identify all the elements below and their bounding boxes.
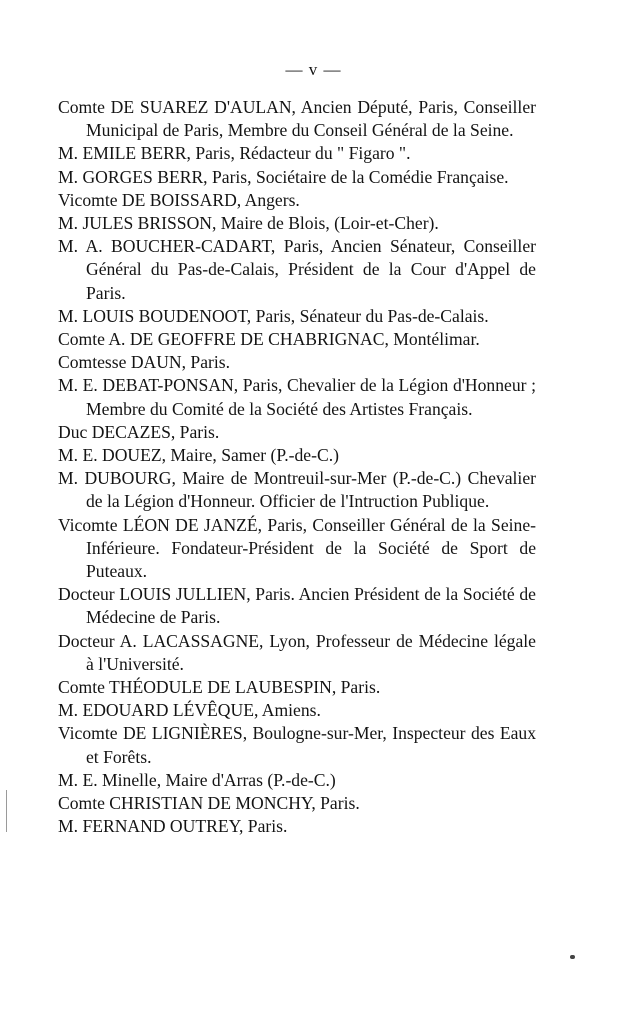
scan-margin-mark (6, 790, 7, 832)
page-number: — v — (285, 60, 342, 79)
list-entry: M. FERNAND OUTREY, Paris. (58, 816, 288, 837)
list-entry: M. DUBOURG, Maire de Montreuil-sur-Mer (P.-de-C.) Chevalier de la Légion d'Honneur. Officier de l'Intruction Publique. (58, 468, 536, 512)
list-entry: M. E. DOUEZ, Maire, Samer (P.-de-C.) (58, 445, 339, 466)
list-entry: M. EDOUARD LÉVÊQUE, Amiens. (58, 700, 321, 721)
list-entry: M. E. DEBAT-PONSAN, Paris, Chevalier de la Légion d'Honneur ; Membre du Comité de la Société des Artistes Français. (58, 375, 536, 419)
list-entry: Docteur A. LACASSAGNE, Lyon, Professeur de Médecine légale à l'Université. (58, 630, 536, 674)
list-entry: Vicomte DE LIGNIÈRES, Boulogne-sur-Mer, Inspecteur des Eaux et Forêts. (58, 723, 536, 767)
list-entry: Vicomte DE BOISSARD, Angers. (58, 189, 300, 210)
list-entry: Comte THÉODULE DE LAUBESPIN, Paris. (58, 677, 381, 698)
list-entry: M. EMILE BERR, Paris, Rédacteur du " Figaro ". (58, 143, 411, 164)
list-entry: M. E. Minelle, Maire d'Arras (P.-de-C.) (58, 769, 336, 790)
list-entry: M. A. BOUCHER-CADART, Paris, Ancien Sénateur, Conseiller Général du Pas-de-Calais, Président de la Cour d'Appel de Paris. (58, 236, 536, 303)
list-entry: Docteur LOUIS JULLIEN, Paris. Ancien Président de la Société de Médecine de Paris. (58, 584, 536, 628)
list-entry: Comte A. DE GEOFFRE DE CHABRIGNAC, Montélimar. (58, 329, 480, 350)
list-entry: Comtesse DAUN, Paris. (58, 352, 231, 373)
list-entry: M. GORGES BERR, Paris, Sociétaire de la Comédie Française. (58, 166, 509, 187)
list-entry: M. LOUIS BOUDENOOT, Paris, Sénateur du Pas-de-Calais. (58, 305, 489, 326)
list-entry: M. JULES BRISSON, Maire de Blois, (Loir-et-Cher). (58, 213, 439, 234)
list-entry: Comte DE SUAREZ D'AULAN, Ancien Député, Paris, Conseiller Municipal de Paris, Membre du Conseil Général de la Seine. (58, 97, 536, 141)
subscriber-list (58, 96, 536, 839)
scan-dot-mark (570, 955, 575, 959)
list-entry: Comte CHRISTIAN DE MONCHY, Paris. (58, 793, 360, 814)
list-entry: Vicomte LÉON DE JANZÉ, Paris, Conseiller Général de la Seine-Inférieure. Fondateur-Président de la Société de Sport de Puteaux. (58, 514, 536, 582)
list-entry: Duc DECAZES, Paris. (58, 421, 220, 442)
